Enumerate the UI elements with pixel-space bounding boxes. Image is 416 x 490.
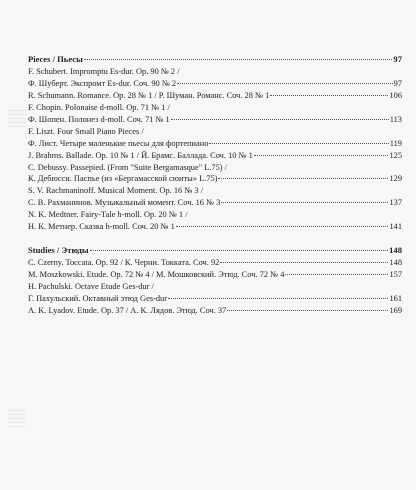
entry-page-number: 106 xyxy=(389,90,402,100)
entry-page-number: 141 xyxy=(389,222,402,232)
leader-dots xyxy=(84,59,393,60)
entry-title: Н. К. Метнер. Сказка h-moll. Соч. 20 № 1 xyxy=(28,222,175,232)
section-spacer xyxy=(28,233,402,245)
leader-dots xyxy=(168,298,388,299)
toc-entry[interactable] xyxy=(28,114,402,126)
toc-entry[interactable] xyxy=(28,138,402,150)
leader-dots xyxy=(220,262,388,263)
toc-entry[interactable] xyxy=(28,102,402,114)
toc-entry[interactable] xyxy=(28,269,402,281)
toc-entry[interactable] xyxy=(28,126,402,138)
toc-entry[interactable] xyxy=(28,209,402,221)
leader-dots xyxy=(221,202,388,203)
leader-dots xyxy=(90,250,388,251)
toc-entry[interactable] xyxy=(28,293,402,305)
toc-entry[interactable] xyxy=(28,162,402,174)
entry-title: S. V. Rachmaninoff. Musical Moment. Op. 16 № 3 / xyxy=(28,186,204,196)
leader-dots xyxy=(177,83,393,84)
leader-dots xyxy=(227,310,388,311)
toc-entry[interactable] xyxy=(28,257,402,269)
entry-title: J. Brahms. Ballade. Op. 10 № 1 / Й. Брамс. Баллада. Соч. 10 № 1 xyxy=(28,150,253,160)
toc-entry[interactable] xyxy=(28,197,402,209)
leader-dots xyxy=(171,119,389,120)
leader-dots xyxy=(209,143,388,144)
entry-title: A. K. Lyadov. Etude. Op. 37 / А. К. Лядов. Этюд. Соч. 37 xyxy=(28,305,227,315)
toc-entry[interactable] xyxy=(28,173,402,185)
toc-entry[interactable] xyxy=(28,78,402,90)
entry-title: F. Liszt. Four Small Piano Pieces / xyxy=(28,126,144,136)
entry-page-number: 148 xyxy=(389,258,402,268)
leader-dots xyxy=(254,155,389,156)
leader-dots xyxy=(285,274,388,275)
section-page-number: 148 xyxy=(389,245,402,256)
entry-title: F. Schubert. Impromptu Es-dur. Op. 90 № 2 / xyxy=(28,66,180,76)
entry-title: H. Pachulski. Octave Etude Ges-dur / xyxy=(28,282,154,292)
section-title: Studies / Этюды xyxy=(28,245,89,256)
entry-page-number: 169 xyxy=(389,305,402,315)
toc-entry[interactable] xyxy=(28,150,402,162)
toc-entry[interactable] xyxy=(28,281,402,293)
section-heading[interactable] xyxy=(28,54,402,66)
toc-entry[interactable] xyxy=(28,66,402,78)
entry-page-number: 137 xyxy=(389,198,402,208)
section-page-number: 97 xyxy=(393,54,402,64)
entry-title: Ф. Шопен. Полонез d-moll. Соч. 71 № 1 xyxy=(28,114,170,124)
table-of-contents xyxy=(28,54,402,317)
entry-page-number: 97 xyxy=(393,78,402,88)
entry-title: Г. Пахульский. Октавный этюд Ges-dur xyxy=(28,294,168,304)
entry-title: R. Schumann. Romance. Op. 28 № 1 / Р. Шуман. Романс. Соч. 28 № 1 xyxy=(28,90,270,100)
toc-entry[interactable] xyxy=(28,221,402,233)
entry-title: К. Дебюсси. Паспье (из «Бергамасской сюиты» L.75) xyxy=(28,174,218,184)
toc-entry[interactable] xyxy=(28,185,402,197)
entry-title: C. Czerny. Toccata. Op. 92 / К. Черни. Токката. Соч. 92 xyxy=(28,258,220,268)
entry-page-number: 129 xyxy=(389,174,402,184)
leader-dots xyxy=(270,95,388,96)
entry-title: M. Moszkowski. Etude. Op. 72 № 4 / М. Мошковский. Этюд. Соч. 72 № 4 xyxy=(28,270,285,280)
toc-entry[interactable] xyxy=(28,305,402,317)
entry-title: F. Chopin. Polonaise d-moll. Op. 71 № 1 / xyxy=(28,102,170,112)
entry-page-number: 119 xyxy=(389,138,402,148)
entry-title: С. В. Рахманинов. Музыкальный момент. Соч. 16 № 3 xyxy=(28,198,221,208)
entry-page-number: 161 xyxy=(389,294,402,304)
entry-title: Ф. Лист. Четыре маленькие пьесы для фортепиано xyxy=(28,138,209,148)
section-heading[interactable] xyxy=(28,245,402,257)
toc-entry[interactable] xyxy=(28,90,402,102)
decorative-staff-lines xyxy=(8,0,26,490)
section-title: Pieces / Пьесы xyxy=(28,54,83,64)
entry-title: C. Debussy. Passepied. (From "Suite Bergamasque" L.75) / xyxy=(28,162,227,172)
entry-title: N. K. Medtner. Fairy-Tale h-moll. Op. 20 № 1 / xyxy=(28,210,188,220)
entry-page-number: 113 xyxy=(389,114,402,124)
entry-title: Ф. Шуберт. Экспромт Es-dur. Соч. 90 № 2 xyxy=(28,78,177,88)
leader-dots xyxy=(218,178,388,179)
entry-page-number: 157 xyxy=(389,270,402,280)
entry-page-number: 125 xyxy=(389,150,402,160)
leader-dots xyxy=(176,226,389,227)
